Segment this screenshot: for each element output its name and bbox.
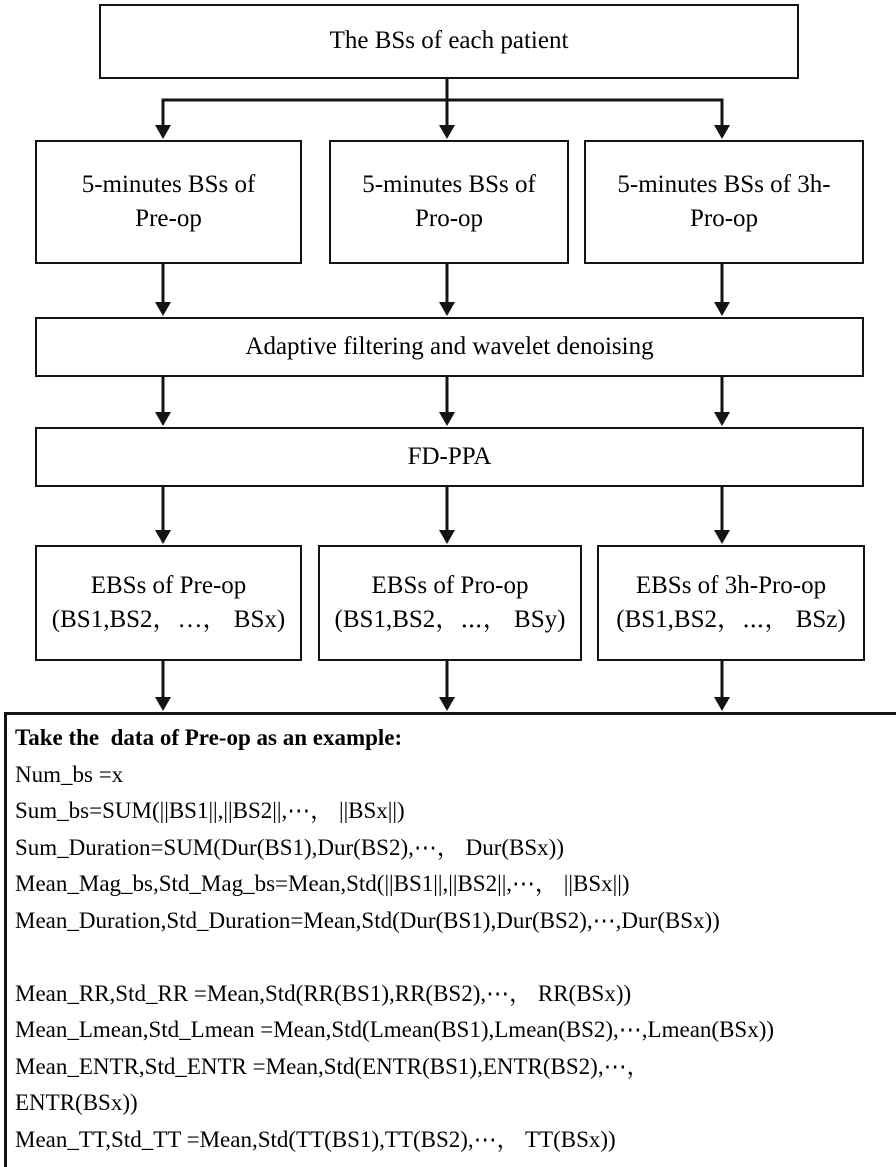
arrow-down xyxy=(155,260,730,316)
node-label: 5-minutes BSs of xyxy=(81,170,256,198)
node-adaptive-filtering xyxy=(35,317,864,377)
node-ebs-pre-op xyxy=(35,545,302,661)
node-label: The BSs of each patient xyxy=(329,27,569,55)
arrow-down xyxy=(155,483,730,544)
node-label: FD-PPA xyxy=(407,442,492,470)
formula-line: Mean_RR,Std_RR =Mean,Std(RR(BS1),RR(BS2),⋯， RR(BSx)) xyxy=(15,980,632,1006)
node-label: 5-minutes BSs of xyxy=(362,170,536,198)
formula-line: Mean_TT,Std_TT =Mean,Std(TT(BS1),TT(BS2),⋯， TT(BSx)) xyxy=(15,1126,616,1152)
node-label: Pro-op xyxy=(689,205,759,232)
node-label: (BS1,BS2，⋯， BSy) xyxy=(334,606,566,633)
node-label: EBSs of Pro-op xyxy=(371,571,529,599)
node-patient-bs xyxy=(99,4,799,79)
formula-line: Num_bs =x xyxy=(15,761,124,787)
node-ebs-pro-op xyxy=(318,545,582,661)
node-5min-pro-op xyxy=(329,140,569,264)
node-label: Adaptive filtering and wavelet denoising xyxy=(245,332,654,360)
node-label: (BS1,BS2，⋯， BSz) xyxy=(616,606,846,633)
node-5min-pre-op xyxy=(35,140,302,264)
node-label: EBSs of 3h-Pro-op xyxy=(635,571,827,599)
node-ebs-3h-pro-op xyxy=(597,545,865,661)
node-label: (BS1,BS2，…， BSx) xyxy=(51,606,286,633)
arrow-down xyxy=(155,100,730,139)
node-label: EBSs of Pre-op xyxy=(90,571,247,599)
example-title: Take the data of Pre-op as an example: xyxy=(15,725,403,750)
formula-line: Mean_Lmean,Std_Lmean =Mean,Std(Lmean(BS1),Lmean(BS2),⋯,Lmean(BSx)) xyxy=(15,1017,775,1042)
arrow-down xyxy=(155,657,730,711)
example-calculations-box xyxy=(4,712,896,1167)
node-fd-ppa xyxy=(35,427,864,487)
node-5min-3h-pro-op xyxy=(584,140,864,264)
formula-line: Sum_bs=SUM(||BS1||,||BS2||,⋯， ||BSx||) xyxy=(15,798,405,823)
formula-line: Mean_Mag_bs,Std_Mag_bs=Mean,Std(||BS1||,||BS2||,⋯， ||BSx||) xyxy=(15,871,630,896)
formula-line: Mean_Duration,Std_Duration=Mean,Std(Dur(BS1),Dur(BS2),⋯,Dur(BSx)) xyxy=(15,907,720,933)
formula-line: Mean_ENTR,Std_ENTR =Mean,Std(ENTR(BS1),ENTR(BS2),⋯， xyxy=(15,1053,650,1079)
node-label: 5-minutes BSs of 3h- xyxy=(617,170,831,198)
node-label: Pro-op xyxy=(414,205,484,232)
formula-line: Sum_Duration=SUM(Dur(BS1),Dur(BS2),⋯， Dur(BSx)) xyxy=(15,834,564,860)
formula-line: ENTR(BSx)) xyxy=(15,1090,138,1115)
node-label: Pre-op xyxy=(135,205,202,232)
arrow-down xyxy=(155,373,730,426)
